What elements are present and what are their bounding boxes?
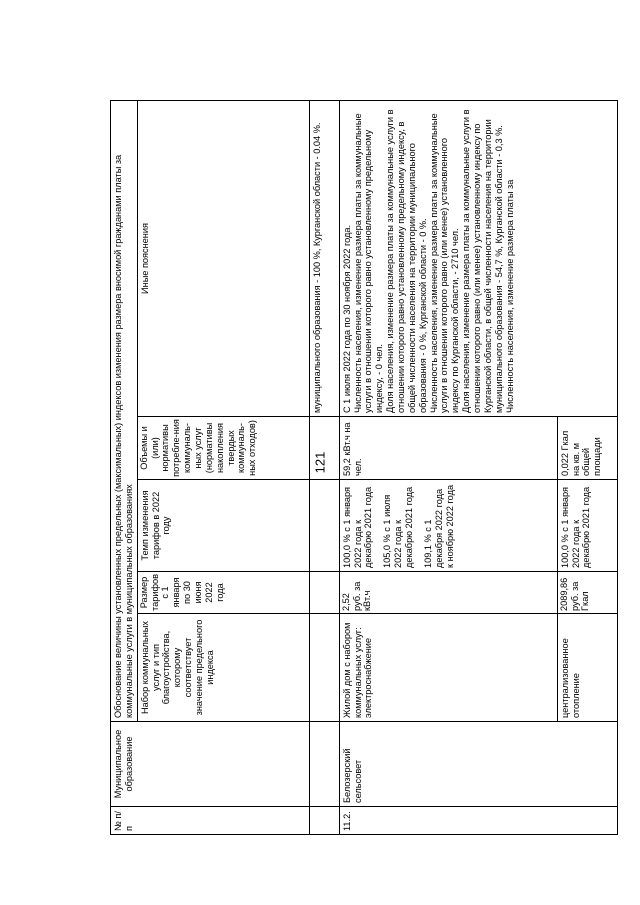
- service2-volume: 0,022 Гкал на кв. м общей площади: [557, 417, 617, 480]
- note-line: Численность населения, изменение размера платы за коммунальные услуги в отношении которого равно (или менее) установленного индексу по Курганской области, - 2710 чел.: [428, 113, 461, 413]
- rate-item: 109,1 % с 1 декабря 2022 года к ноябрю 2022 года: [422, 484, 455, 568]
- page-number: 121: [312, 451, 328, 474]
- service1-name: электроснабжение: [363, 637, 374, 718]
- header-tariff-rate: Темп изменения тарифов в 2022 году: [137, 480, 309, 572]
- service2-rates: 100,0 % с 1 января 2022 года к декабрю 2021 года: [557, 480, 617, 572]
- set-intro: Жилой дом с набором коммунальных услуг:: [341, 622, 363, 718]
- note-line: Доля населения, изменение размера платы за коммунальные услуги в отношении которого равно установленному предельному индексу, в общей численности населения на территории муниципального образования - 0 %, Курганской области - 0 %.: [385, 109, 428, 413]
- row-num: 11.2.: [339, 807, 617, 835]
- header-municipality: Муниципальное образование: [111, 722, 310, 807]
- service1-rates: [339, 480, 557, 572]
- header-set: Набор коммунальных услуг и тип благоустройства, которому соответствует значение предельного индекса: [137, 614, 309, 722]
- header-notes: Иные пояснения: [137, 101, 309, 417]
- service1-volume: 59,2 кВт.ч на чел.: [339, 417, 557, 480]
- service1-tariff: 2,52 руб. за кВт.ч: [339, 572, 557, 614]
- note-line: Численность населения, изменение размера платы за: [504, 179, 515, 413]
- row-municipality: Белозерский сельсовет: [339, 722, 617, 807]
- tariff-table: [110, 100, 618, 835]
- header-num: № п/п: [111, 807, 310, 835]
- service1-notes: [339, 101, 617, 417]
- note-line: С 1 июля 2022 года по 30 ноября 2022 года.: [341, 224, 352, 413]
- header-volume: Объемы и (или) нормативы потребле-ния коммуналь-ных услуг (нормативы накопления твердых коммуналь-ных отходов): [137, 417, 309, 480]
- service2-name: централизованное отопление: [557, 614, 617, 722]
- note-line: Численность населения, изменение размера платы за коммунальные услуги в отношении которого равно установленному предельному индексу, - 0 чел.: [352, 113, 385, 413]
- header-tariff-size: Размер тарифов с 1 января по 30 июня 2022 года: [137, 572, 309, 614]
- service2-tariff: 2089,86 руб. за Гкал: [557, 572, 617, 614]
- note-line: Доля населения, изменение размера платы за коммунальные услуги в отношении которого равно (или менее) установленному индексу по Курганской области, в общей численности населения на территории муниципального образования - 54,7 %, Курганской области - 0,3 %.: [461, 109, 504, 413]
- rate-item: 105,0 % с 1 июля 2022 года к декабрю 2021 года: [382, 486, 415, 568]
- header-justification: Обоснование величины установленных предельных (максимальных) индексов изменения размера вносимой гражданами платы за коммунальные услуги в муниципальных образованиях: [111, 101, 138, 722]
- continuation-note: муниципального образования - 100 %, Курганской области - 0.04 %.: [309, 101, 339, 417]
- rate-item: 100,0 % с 1 января 2022 года к декабрю 2021 года: [341, 486, 374, 568]
- service1-set: [339, 614, 557, 722]
- rotated-page: [110, 55, 630, 835]
